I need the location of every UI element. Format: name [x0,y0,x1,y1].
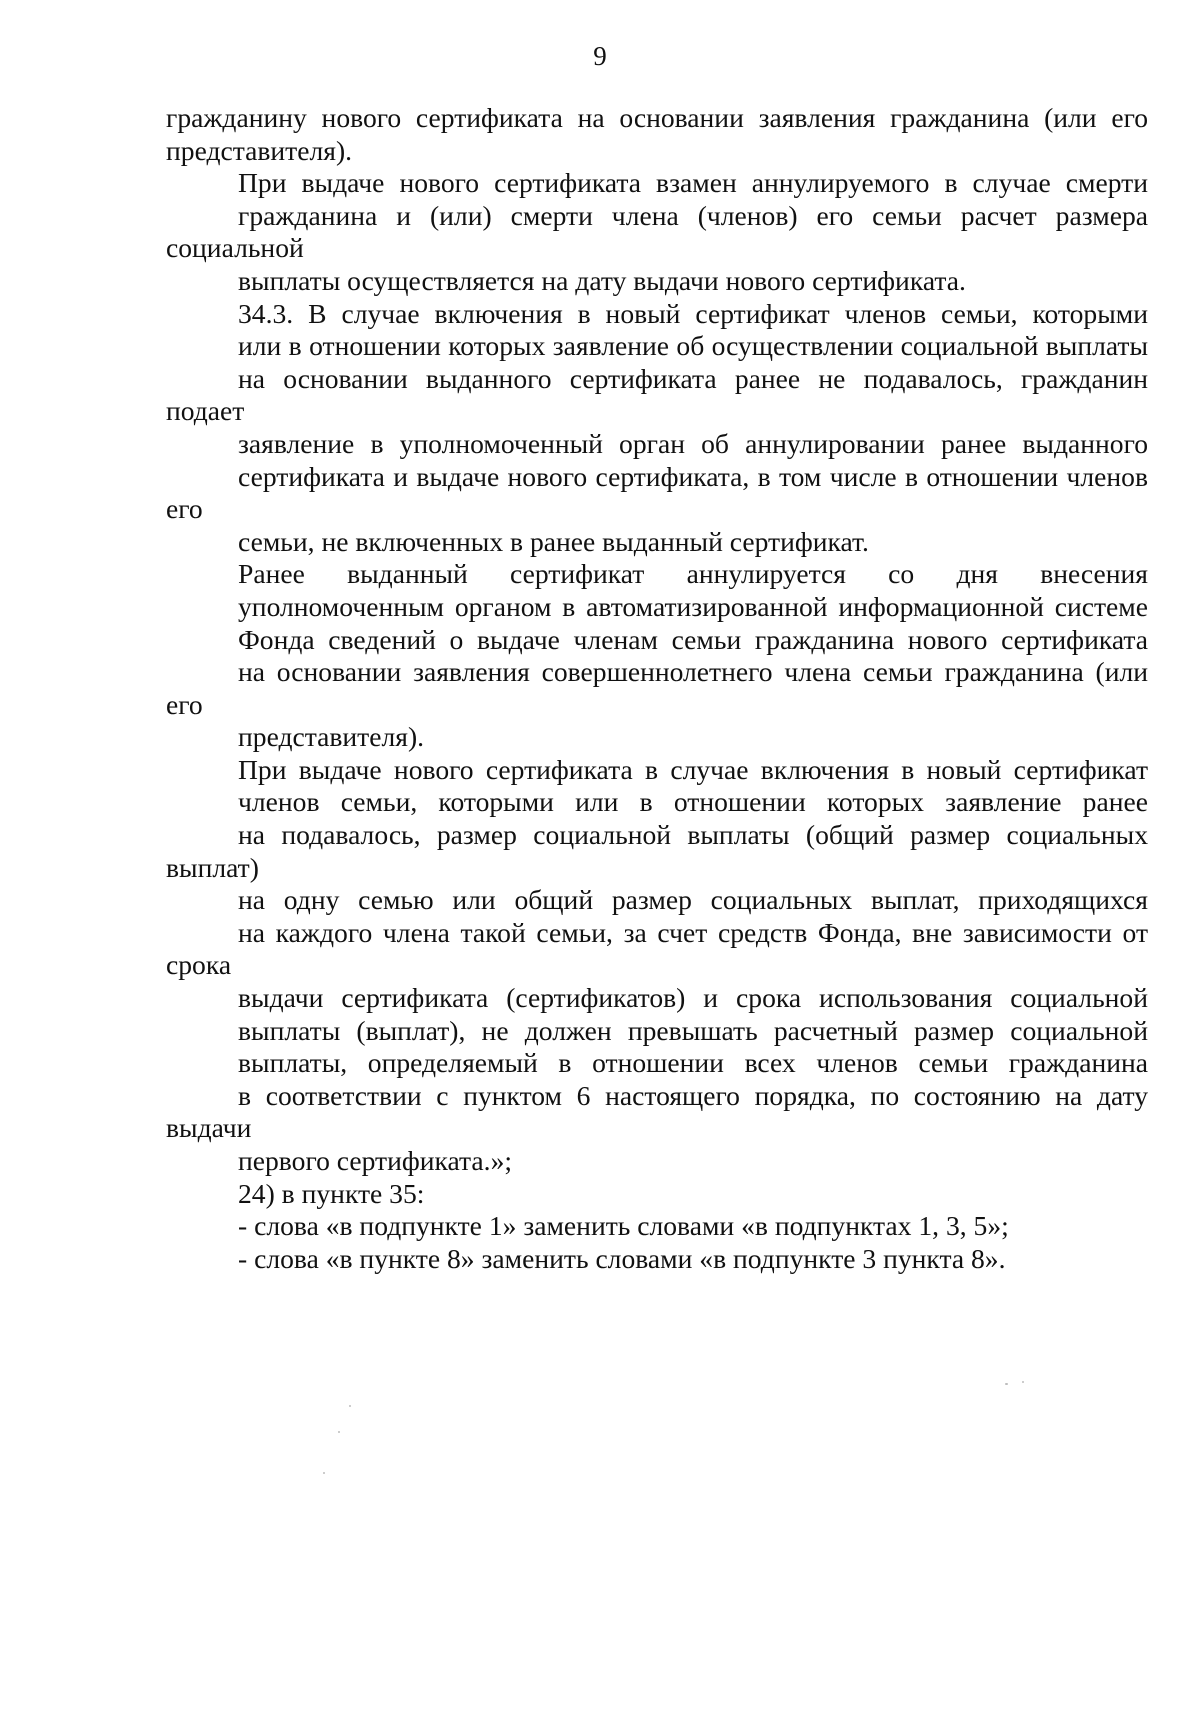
text-line: 24) в пункте 35: [238,1177,425,1209]
text-line: на основании заявления совершеннолетнего члена семьи гражданина (или его [166,656,1148,720]
text-line: на каждого члена такой семьи, за счет средств Фонда, вне зависимости от срока [166,916,1148,981]
scan-speck [349,1405,351,1407]
text-line: представителя). [238,721,425,753]
text-line: представителя). [166,134,353,166]
text-line: выплаты (выплат), не должен превышать расчетный размер социальной [238,1014,1148,1046]
text-line: При выдаче нового сертификата взамен аннулируемого в случае смерти [238,167,1148,199]
text-line: гражданина и (или) смерти члена (членов) его семьи расчет размера социальной [166,199,1148,264]
text-line: или в отношении которых заявление об осуществлении социальной выплаты [238,330,1148,362]
paragraph-1 [166,102,1148,167]
text-line: выплаты осуществляется на дату выдачи нового сертификата. [238,264,966,296]
paragraph-5 [166,754,1148,1178]
text-line: Фонда сведений о выдаче членам семьи гражданина нового сертификата [238,623,1148,655]
scan-speck [323,1472,325,1474]
document-body [166,102,1148,1275]
text-line: заявление в уполномоченный орган об аннулировании ранее выданного [238,427,1148,459]
scan-speck [338,1431,340,1433]
paragraph-8 [166,1243,1148,1276]
text-line: При выдаче нового сертификата в случае включения в новый сертификат [238,753,1148,785]
paragraph-6 [166,1178,1148,1211]
text-line: гражданину нового сертификата на основании заявления гражданина (или его [166,102,1148,133]
text-line: Ранее выданный сертификат аннулируется со дня внесения [238,558,1148,590]
text-line: - слова «в пункте 8» заменить словами «в подпункте 3 пункта 8». [238,1242,1006,1274]
text-line: в соответствии с пунктом 6 настоящего порядка, по состоянию на дату выдачи [166,1079,1148,1144]
text-line: уполномоченным органом в автоматизированной информационной системе [238,590,1148,622]
paragraph-4 [166,558,1148,754]
text-line: - слова «в подпункте 1» заменить словами «в подпунктах 1, 3, 5»; [238,1210,1009,1242]
text-line: на основании выданного сертификата ранее не подавалось, гражданин подает [166,362,1148,427]
text-line: сертификата и выдаче нового сертификата, в том числе в отношении членов его [166,460,1148,525]
text-line: первого сертификата.»; [238,1145,513,1176]
text-line: членов семьи, которыми или в отношении которых заявление ранее [238,786,1148,818]
paragraph-7 [166,1210,1148,1243]
scan-speck [1005,1383,1008,1385]
paragraph-2 [166,167,1148,297]
text-line: на одну семью или общий размер социальных выплат, приходящихся [238,884,1148,916]
text-line: выплаты, определяемый в отношении всех членов семьи гражданина [238,1047,1148,1079]
page-number: 9 [593,41,607,71]
text-line: на подавалось, размер социальной выплаты (общий размер социальных выплат) [166,819,1148,883]
scan-speck [1022,1381,1024,1383]
paragraph-3 [166,298,1148,559]
text-line: выдачи сертификата (сертификатов) и срока использования социальной [238,982,1148,1014]
text-line: семьи, не включенных в ранее выданный сертификат. [238,525,869,557]
text-line: 34.3. В случае включения в новый сертификат членов семьи, которыми [238,297,1148,329]
